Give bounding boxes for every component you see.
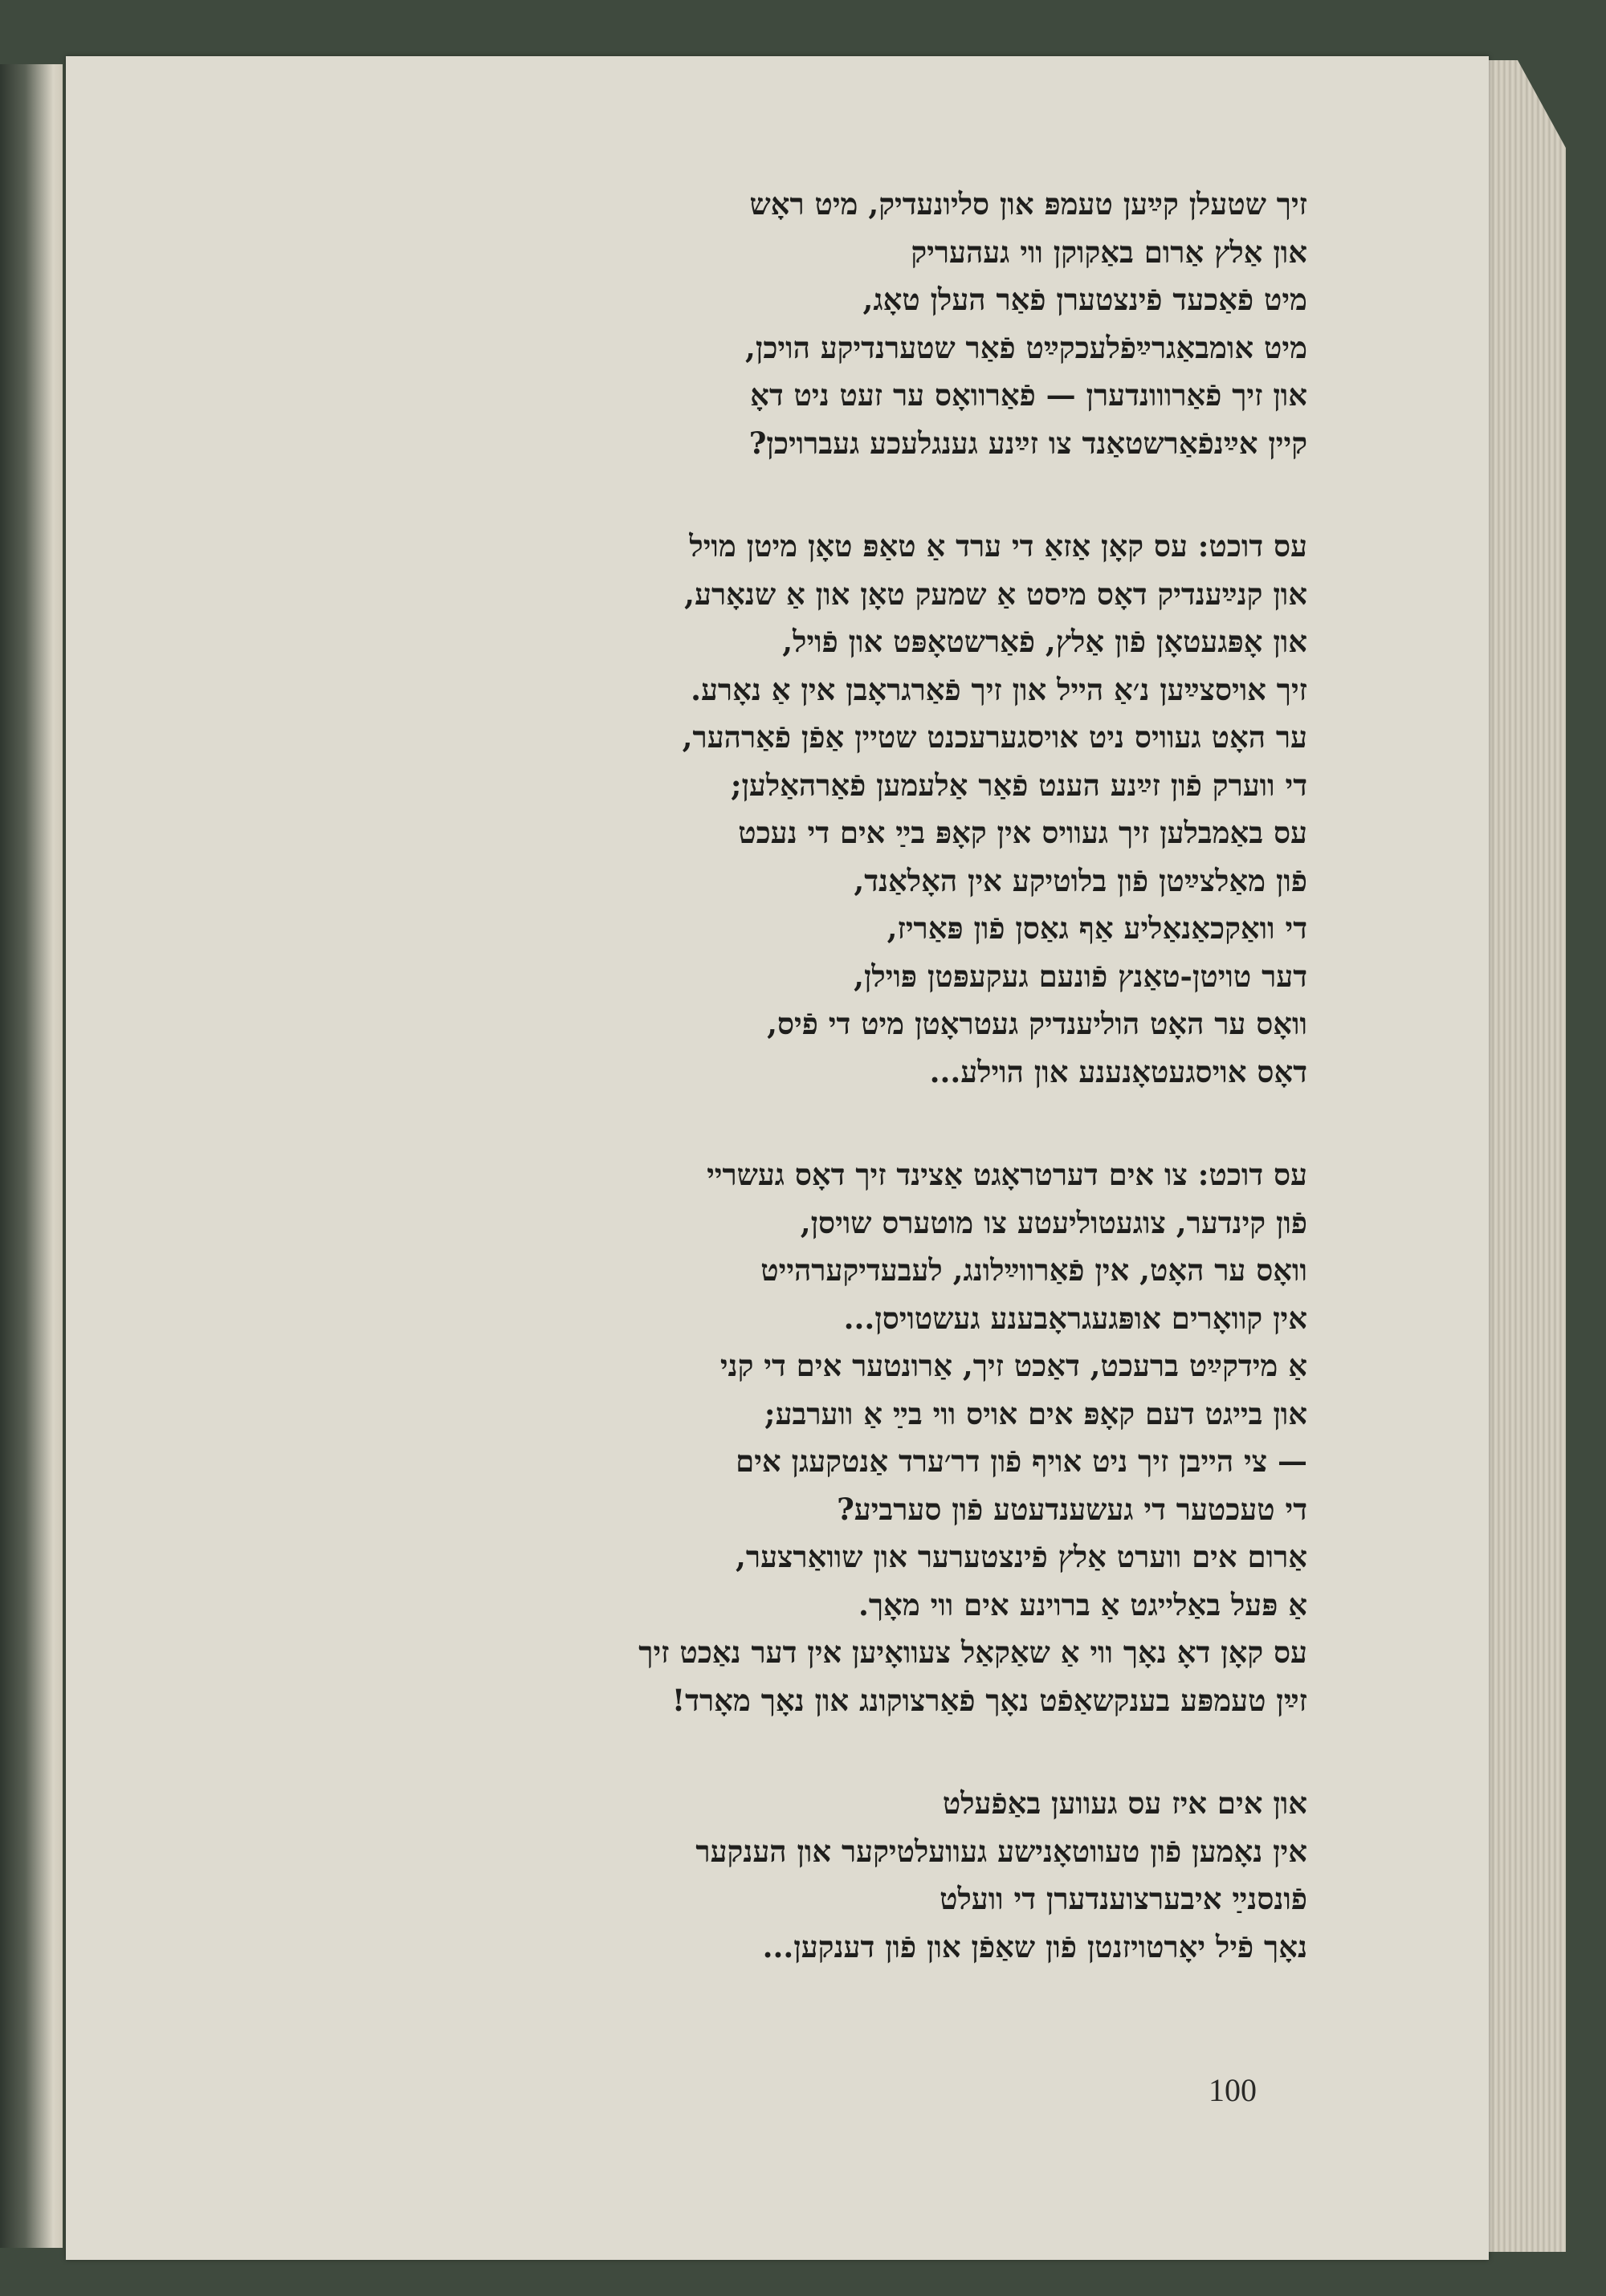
poem-line: עס דוכט: עס קאָן אַזאַ די ערד אַ טאַפּ טאָן מיטן מויל xyxy=(689,528,1307,564)
poem-line: און בייגט דעם קאָפּ אים אויס ווי בײַ אַ ווערבע; xyxy=(764,1395,1307,1431)
poem-line: און קנײַענדיק דאָס מיסט אַ שמעק טאָן און אַ שנאָרע, xyxy=(684,576,1307,612)
poem-line: אין נאָמען פֿון טעווטאָנישע געוועלטיקער און הענקער xyxy=(695,1833,1307,1869)
poem-line: עס קאָן דאָ נאָך ווי אַ שאַקאַל צעוואָיען אין דער נאַכט זיך xyxy=(638,1634,1307,1670)
left-page-edge xyxy=(0,64,63,2248)
poem-text xyxy=(239,181,1307,1971)
poem-line: זיך שטעלן קײַען טעמפּ און סליונעדיק, מיט ראָש xyxy=(749,186,1307,222)
poem-line: די טעכטער די געשענדעטע פֿון סערביע? xyxy=(837,1491,1307,1527)
poem-line: אַ פּעל באַלייגט אַ ברוינע אים ווי מאָך. xyxy=(858,1586,1307,1622)
stanza xyxy=(239,1780,1307,1971)
poem-line: מיט אומבאַגרײַפֿלעכקײַט פֿאַר שטערנדיקע הויכן, xyxy=(745,329,1307,365)
poem-line: ער האָט געוויס ניט אויסגערעכנט שטיין אַפֿן פֿאַרהער, xyxy=(682,719,1307,755)
poem-line: און אַלץ אַרום באַקוקן ווי געהעריק xyxy=(911,234,1307,270)
poem-line: וואָס ער האָט הוליענדיק געטראָטן מיט די פֿיס, xyxy=(767,1006,1307,1041)
stanza xyxy=(239,1151,1307,1724)
poem-line: פֿון קינדער, צוגעטוליעטע צו מוטערס שויסן, xyxy=(800,1204,1307,1240)
poem-line: מיט פֿאַכעד פֿינצטערן פֿאַר העלן טאָג, xyxy=(862,282,1307,317)
poem-line: פֿונסנײַ איבערצוענדערן די וועלט xyxy=(940,1881,1307,1916)
poem-line: וואָס ער האָט, אין פֿאַרווײַלונג, לעבעדיקערהייט xyxy=(760,1252,1307,1288)
poem-line: עס באַמבלען זיך געוויס אין קאָפּ בײַ אים די נעכט xyxy=(738,815,1307,850)
poem-line: און אים איז עס געווען באַפֿעלט xyxy=(942,1785,1307,1821)
poem-line: זיך אויסצײַען נ׳אַ הייל און זיך פֿאַרגראָבן אין אַ נאָרע. xyxy=(691,671,1307,707)
page-number: 100 xyxy=(1209,2072,1257,2108)
poem-line: דער טויטן-טאַנץ פֿונעם געקעפּטן פּוילן, xyxy=(854,958,1307,994)
poem-line: — צי הייבן זיך ניט אויף פֿון דר׳ערד אַנטקעגן אים xyxy=(736,1443,1307,1479)
poem-line: זײַן טעמפּע בענקשאַפֿט נאָך פֿאַרצוקונג און נאָך מאָרד! xyxy=(671,1682,1307,1718)
stanza xyxy=(239,523,1307,1096)
poem-line: און אָפּגעטאָן פֿון אַלץ, פֿאַרשטאָפּט און פֿויל, xyxy=(782,624,1307,659)
poem-line: קיין אײַנפֿאַרשטאַנד צו זײַנע גענגלעכע געברויכן? xyxy=(748,425,1307,461)
poem-line: נאָך פֿיל יאָרטויזנטן פֿון שאַפֿן און פֿון דענקען... xyxy=(762,1928,1307,1964)
poem-line: עס דוכט: צו אים דערטראָגט אַצינד זיך דאָס געשריי xyxy=(707,1157,1307,1192)
poem-line: די ווערק פֿון זײַנע הענט פֿאַר אַלעמען פֿאַרהאַלען; xyxy=(730,767,1307,803)
poem-line: און זיך פֿאַרווונדערן — פֿאַרוואָס ער זעט ניט דאָ xyxy=(750,377,1307,413)
poem-line: אַרום אים ווערט אַלץ פֿינצטערער און שוואַרצער, xyxy=(736,1539,1307,1574)
poem-line: די וואַקכאַנאַליע אַף גאַסן פֿון פּאַריז, xyxy=(887,910,1307,946)
poem-line: אין קוואָרים אופּגעגראָבענע געשטויסן... xyxy=(843,1300,1307,1336)
poem-line: דאָס אויסגעטאָנענע און הוילע... xyxy=(929,1053,1307,1089)
poem-line: אַ מידקײַט ברעכט, דאַכט זיך, אַרונטער אים די קני xyxy=(719,1348,1307,1383)
stanza xyxy=(239,181,1307,467)
poem-line: פֿון מאַלצײַטן פֿון בלוטיקע אין האָלאַנד, xyxy=(854,862,1307,898)
